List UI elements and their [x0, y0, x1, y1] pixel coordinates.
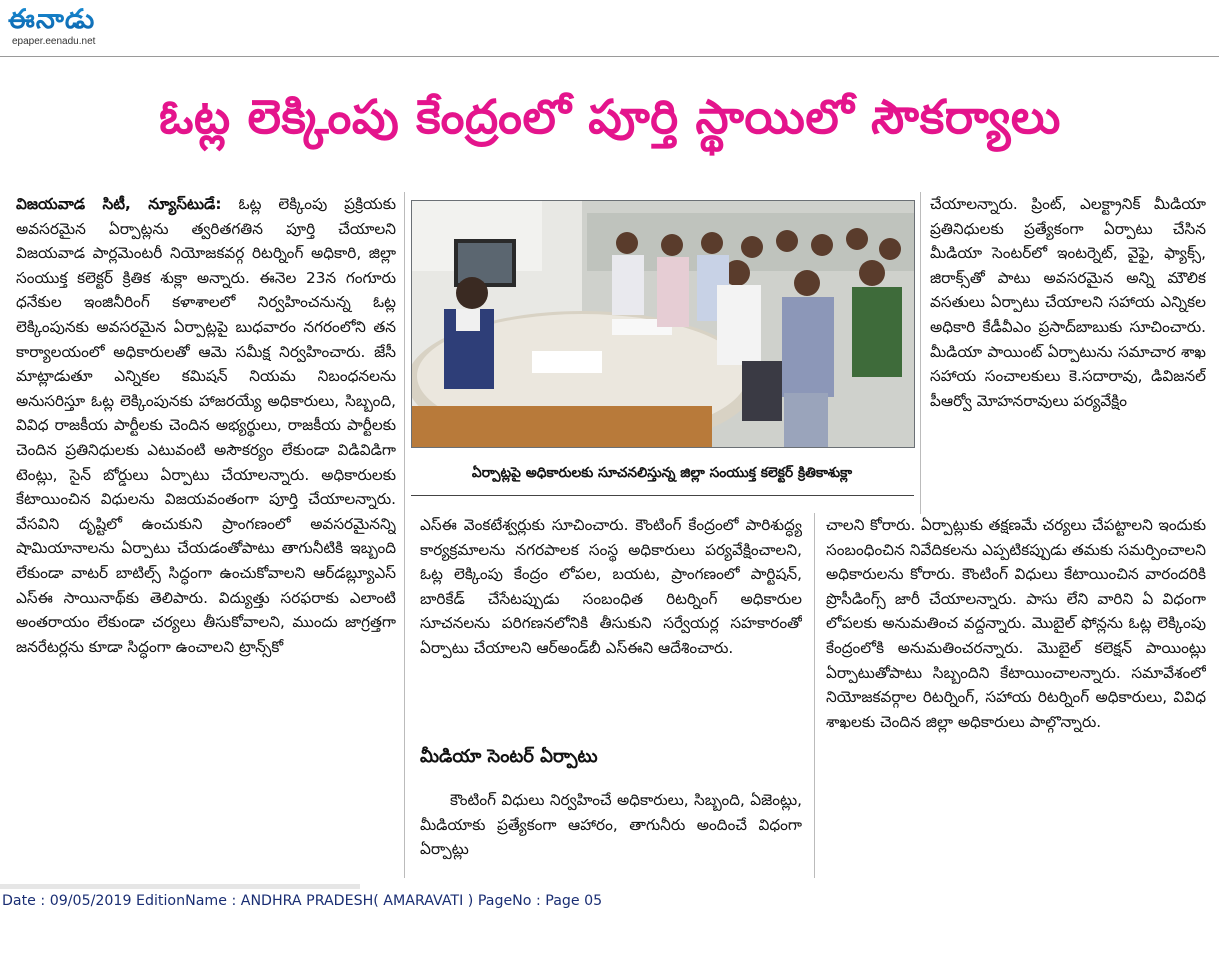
news-photo — [411, 200, 915, 448]
masthead-url: epaper.eenadu.net — [12, 36, 96, 47]
column-rule-2 — [814, 513, 815, 878]
article-column-2: ఎస్ఈ వెంకటేశ్వర్లుకు సూచించారు. కౌంటింగ్ కేంద్రంలో పారిశుద్ధ్య కార్యక్రమాలను నగరపాలక సంస్థ అధికారులు పర్యవేక్షించాలని, ఓట్ల లెక్కింపు కేంద్రం లోపల, బయట, ప్రాంగణంలో పార్టిషన్, బారికేడ్ చేసేటప్పుడు సంబంధిత రిటర్నింగ్ అధికారుల సూచనలను పరిగణనలోనికి తీసుకుని సర్వేయర్ల సహకారంతో ఏర్పాటు చేయాలని ఆర్అండ్‌బీ ఎస్ఈని ఆదేశించారు. — [420, 516, 802, 657]
article-text-column-1: ఓట్ల లెక్కింపు ప్రక్రియకు అవసరమైన ఏర్పాట్లను త్వరితగతిన పూర్తి చేయాలని విజయవాడ పార్లమెంటరీ నియోజకవర్గ రిటర్నింగ్ అధికారి, జిల్లా సంయుక్త కలెక్టర్ క్రితిక శుక్లా అన్నారు. ఈనెల 23న గంగూరు ధనేకుల ఇంజినీరింగ్ కళాశాలలో నిర్వహించనున్న ఓట్ల లెక్కింపునకు అవసరమైన ఏర్పాట్లపై బుధవారం నగరంలోని తన కార్యాలయంలో అధికారులతో ఆమె సమీక్ష నిర్వహించారు. జేసీ మాట్లాడుతూ ఎన్నికల కమిషన్ నియమ నిబంధనలను అనుసరిస్తూ ఓట్ల లెక్కింపునకు హాజరయ్యే అధికారులు, సిబ్బంది, వివిధ రాజకీయ పార్టీలకు చెందిన అభ్యర్థులు, రాజకీయ పార్టీలకు చెందిన ప్రతినిధులకు ఎటువంటి అసౌకర్యం లేకుండా విడివిడిగా టెంట్లు, సైన్ బోర్డులు ఏర్పాటు చేయాలన్నారు. అధికారులకు కేటాయించిన విధులను విజయవంతంగా పూర్తి చేయాలన్నారు. వేసవిని దృష్టిలో ఉంచుకుని ప్రాంగణంలో అవసరమైనన్ని షామియానాలను ఏర్పాటు చేయడంతోపాటు తాగునీటికి ఇబ్బంది లేకుండా వాటర్ బాటిల్స్ సిద్ధంగా ఉంచుకోవాలని ఆర్‌డబ్ల్యూఎస్ ఎస్ఈ సాయినాథ్‌కు తెలిపారు. విద్యుత్తు సరఫరాకు ఎలాంటి అంతరాయం లేకుండా చర్యలు తీసుకోవాలని, ముందు జాగ్రత్తగా జనరేటర్లను కూడా సిద్ధంగా ఉంచాలని ట్రాన్స్‌కో — [16, 195, 396, 656]
eenadu-logo: ఈనాడు — [8, 4, 158, 36]
subheading-media-center: మీడియా సెంటర్ ఏర్పాటు — [420, 746, 598, 767]
article-column-2-continued: కౌంటింగ్ విధులు నిర్వహించే అధికారులు, సిబ్బంది, ఏజెంట్లు, మీడియాకు ప్రత్యేకంగా ఆహారం, తాగునీరు అందించే విధంగా ఏర్పాట్లు — [420, 791, 802, 859]
photo-caption: ఏర్పాట్లపై అధికారులకు సూచనలిస్తున్న జిల్లా సంయుక్త కలెక్టర్ క్రితికాశుక్లా — [471, 465, 853, 481]
article-column-1 — [16, 192, 396, 878]
meeting-photo-illustration — [412, 201, 914, 447]
caption-divider — [411, 495, 914, 496]
column-rule-3 — [920, 192, 921, 514]
masthead-divider — [0, 56, 1219, 57]
article-column-3-top: చేయాలన్నారు. ప్రింట్, ఎలక్ట్రానిక్ మీడియా ప్రతినిధులకు ప్రత్యేకంగా ఏర్పాటు చేసిన మీడియా సెంటర్‌లో ఇంటర్నెట్, వైఫై, ఫ్యాక్స్, జిరాక్స్‌తో పాటు అవసరమైన అన్ని మౌలిక వసతులు ఏర్పాటు చేయాలని సహాయ ఎన్నికల అధికారి కేడీవీఎం ప్రసాద్‌బాబుకు సూచించారు. మీడియా పాయింట్ ఏర్పాటును సమాచార శాఖ సహాయ సంచాలకులు కె.సదారావు, డివిజనల్ పీఆర్వో మోహనరావులు పర్యవేక్షిం — [930, 195, 1206, 410]
masthead — [8, 4, 158, 52]
footer-divider — [0, 884, 360, 889]
headline: ఓట్ల లెక్కింపు కేంద్రంలో పూర్తి స్థాయిలో సౌకర్యాలు — [159, 90, 1061, 145]
article-column-3-bottom: చాలని కోరారు. ఏర్పాట్లుకు తక్షణమే చర్యలు చేపట్టాలని ఇందుకు సంబంధించిన నివేదికలను ఎప్పటికప్పుడు తమకు సమర్పించాలని అధికారులను కోరారు. కౌంటింగ్ విధులు కేటాయించిన వారందరికి ప్రొసీడింగ్స్ జారీ చేయాలన్నారు. పాసు లేని వారిని ఏ విధంగా లోపలకు అనుమతించ వద్దన్నారు. మొబైల్ ఫోన్లను ఓట్ల లెక్కింపు కేంద్రంలోకి అనుమతించరన్నారు. మొబైల్ కలెక్షన్ పాయింట్లు ఏర్పాటుతోపాటు సిబ్బందిని కేటాయించాలన్నారు. సమావేశంలో నియోజకవర్గాల రిటర్నింగ్, సహాయ రిటర్నింగ్ అధికారులు, వివిధ శాఖలకు చెందిన జిల్లా అధికారులు పాల్గొన్నారు. — [826, 516, 1206, 731]
dateline: విజయవాడ సిటీ, న్యూస్‌టుడే: — [16, 195, 222, 213]
edition-footer: Date : 09/05/2019 EditionName : ANDHRA PRADESH( AMARAVATI ) PageNo : Page 05 — [2, 893, 603, 909]
column-rule-1 — [404, 192, 405, 878]
